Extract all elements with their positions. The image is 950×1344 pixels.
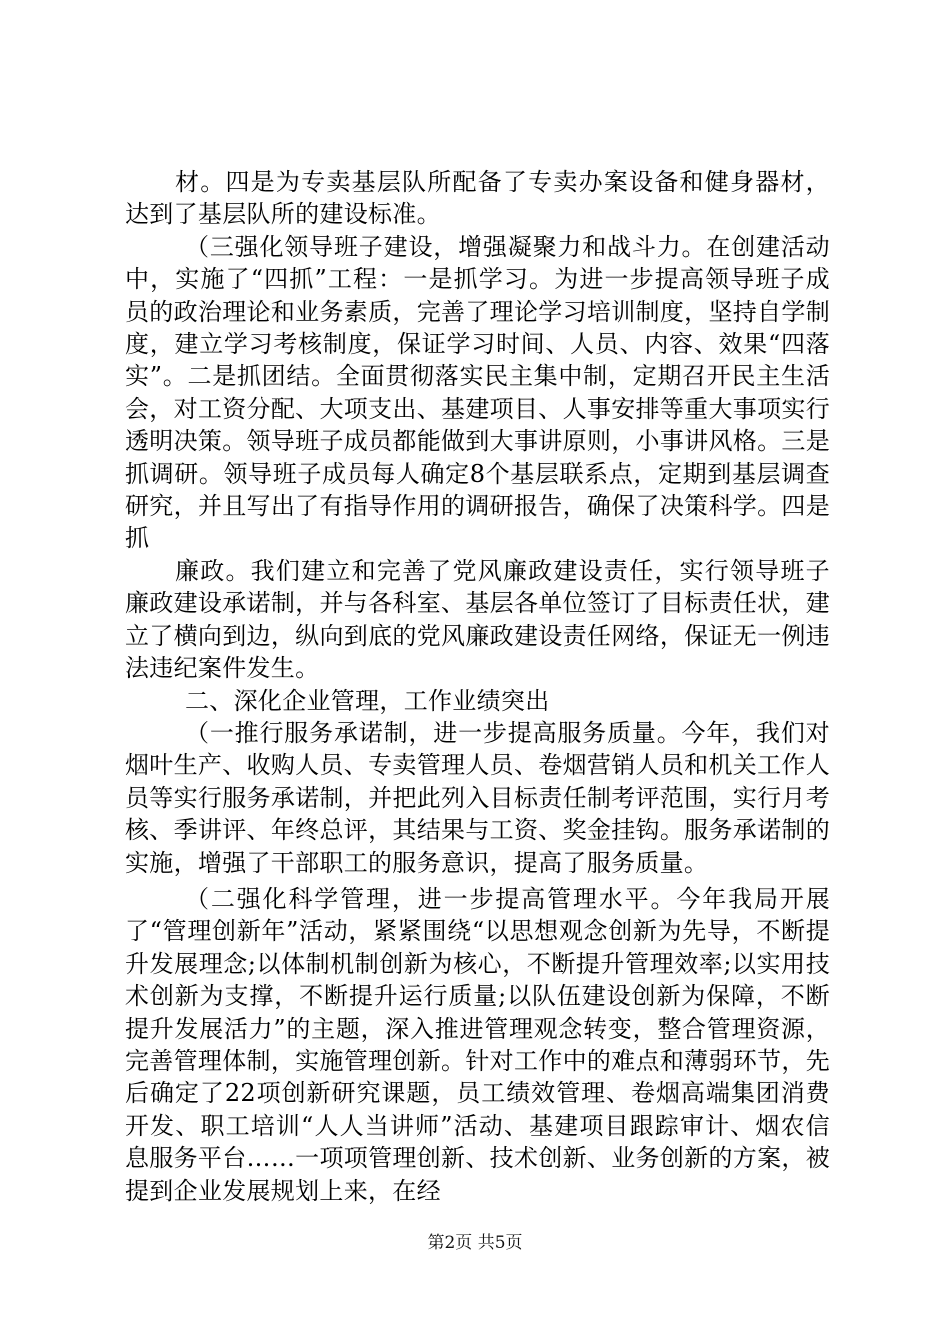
paragraph-integrity: 廉政。我们建立和完善了党风廉政建设责任，实行领导班子廉政建设承诺制，并与各科室、基层各单位签订了目标责任状，建立了横向到边，纵向到底的党风廉政建设责任网络，保证无一例违法违纪案件发生。 xyxy=(125,556,830,683)
paragraph-service-commitment: （一推行服务承诺制，进一步提高服务质量。今年，我们对烟叶生产、收购人员、专卖管理人员、卷烟营销人员和机关工作人员等实行服务承诺制，并把此列入目标责任制考评范围，实行月考核、季讲评、年终总评，其结果与工资、奖金挂钩。服务承诺制的实施，增强了干部职工的服务意识，提高了服务质量。 xyxy=(125,718,830,877)
paragraph-scientific-management: （二强化科学管理，进一步提高管理水平。今年我局开展了“管理创新年”活动，紧紧围绕“以思想观念创新为先导，不断提升发展理念;以体制机制创新为核心，不断提升管理效率;以实用技术创新为支撑，不断提升运行质量;以队伍建设创新为保障，不断提升发展活力”的主题，深入推进管理观念转变，整合管理资源，完善管理体制，实施管理创新。针对工作中的难点和薄弱环节，先后确定了22项创新研究课题，员工绩效管理、卷烟高端集团消费开发、职工培训“人人当讲师”活动、基建项目跟踪审计、烟农信息服务平台……一项项管理创新、技术创新、业务创新的方案，被提到企业发展规划上来，在经 xyxy=(125,884,830,1205)
section-heading-management: 二、深化企业管理，工作业绩突出 xyxy=(185,686,550,715)
document-body xyxy=(125,166,830,1207)
page-footer: 第2页 共5页 xyxy=(427,1233,523,1253)
paragraph-leadership: （三强化领导班子建设，增强凝聚力和战斗力。在创建活动中，实施了“四抓”工程：一是抓学习。为进一步提高领导班子成员的政治理论和业务素质，完善了理论学习培训制度，坚持自学制度，建立学习考核制度，保证学习时间、人员、内容、效果“四落实”。二是抓团结。全面贯彻落实民主集中制，定期召开民主生活会，对工资分配、大项支出、基建项目、人事安排等重大事项实行透明决策。领导班子成员都能做到大事讲原则，小事讲风格。三是抓调研。领导班子成员每人确定8个基层联系点，定期到基层调查研究，并且写出了有指导作用的调研报告，确保了决策科学。四是抓 xyxy=(125,232,830,553)
paragraph-equipment: 材。四是为专卖基层队所配备了专卖办案设备和健身器材，达到了基层队所的建设标准。 xyxy=(125,168,830,229)
